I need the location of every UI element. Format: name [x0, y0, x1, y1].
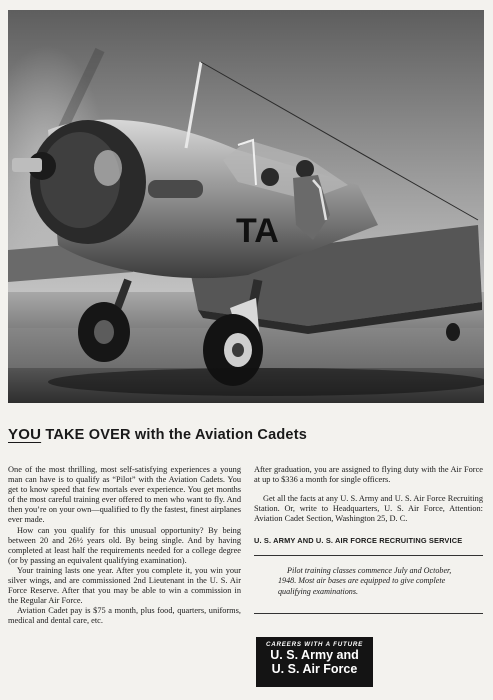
tail-marking: TA	[236, 212, 279, 250]
recruiting-service-line: U. S. ARMY AND U. S. AIR FORCE RECRUITING SERVICE	[254, 536, 463, 546]
divider	[254, 613, 483, 614]
badge-kicker: CAREERS WITH A FUTURE	[265, 641, 364, 648]
left-column	[8, 465, 241, 695]
body-paragraph: How can you qualify for this unusual opportunity? By being between 20 and 26½ years old. By being single. And by having completed at least half the requirements needed for a college degree (or by passing an equivalent qualifying examination).	[8, 525, 241, 565]
badge-line-1: U. S. Army and	[270, 648, 359, 662]
badge-line-2: U. S. Air Force	[271, 662, 358, 676]
body-paragraph: Your training lasts one year. After you complete it, you win your silver wings, and are commissioned 2nd Lieutenant in the U. S. Air Force Reserve. After that you may be able to win a commission in the Regular Air Force.	[8, 565, 241, 606]
body-paragraph: After graduation, you are assigned to flying duty with the Air Force at up to $336 a month for single officers.	[254, 465, 483, 485]
training-notice	[254, 556, 483, 606]
careers-badge	[256, 637, 373, 687]
body-paragraph: One of the most thrilling, most self-satisfying experiences a young man can have is to qualify as “Pilot” with the Aviation Cadets. You get to know speed that few mortals ever experience. You get months of the most careful training ever offered to men who want to fly. And then you’re on your own—qualified to fly the fastest, finest airplanes ever made.	[8, 465, 241, 525]
headline	[8, 426, 484, 443]
body-paragraph: Get all the facts at any U. S. Army and U. S. Air Force Recruiting Station. Or, write to Headquarters, U. S. Air Force, Attention: Aviation Cadet Section, Washington 25, D. C.	[254, 494, 483, 524]
body-paragraph: Aviation Cadet pay is $75 a month, plus food, quarters, uniforms, medical and dental care, etc.	[8, 606, 241, 626]
airplane-illustration	[8, 10, 484, 403]
trainer-airplane-photo	[8, 10, 484, 403]
headline-rest: TAKE OVER with the Aviation Cadets	[41, 427, 307, 443]
headline-lead: YOU	[8, 426, 42, 443]
notice-text: Pilot training classes commence July and October, 1948. Most air bases are equipped to give complete qualifying examinations.	[278, 565, 452, 596]
